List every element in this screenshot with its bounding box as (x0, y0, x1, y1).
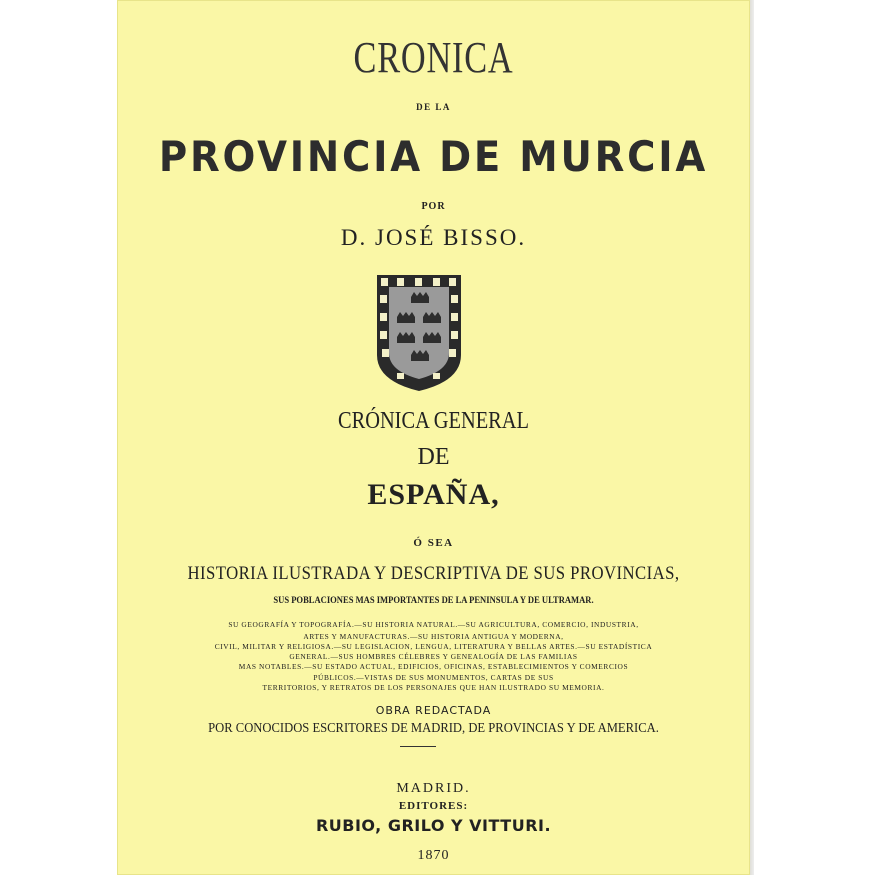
contents-line: GENERAL.—SUS HOMBRES CÉLEBRES Y GENEALOGÍA DE LAS FAMILIAS (289, 652, 578, 661)
publication-city: MADRID. (396, 781, 471, 796)
contents-line: PÚBLICOS.—VISTAS DE SUS MONUMENTOS, CARTAS DE SUS (313, 673, 554, 682)
contents-line: SU GEOGRAFÍA Y TOPOGRAFÍA.—SU HISTORIA NATURAL.—SU AGRICULTURA, COMERCIO, INDUSTRIA, (228, 620, 639, 629)
coat-of-arms-icon (375, 273, 463, 393)
publication-year: 1870 (417, 848, 450, 863)
subtitle-connector: Ó SEA (413, 537, 454, 549)
author-prefix: POR (421, 201, 446, 212)
edited-by-text: POR CONOCIDOS ESCRITORES DE MADRID, DE PROVINCIAS Y DE AMERICA. (208, 721, 659, 736)
contents-line: ARTES Y MANUFACTURAS.—SU HISTORIA ANTIGUA Y MODERNA, (303, 632, 564, 641)
subtitle-poblaciones: SUS POBLACIONES MAS IMPORTANTES DE LA PENINSULA Y DE ULTRAMAR. (273, 596, 594, 606)
title: CRONICA (353, 33, 514, 82)
divider (400, 746, 436, 747)
contents-line: CIVIL, MILITAR Y RELIGIOSA.—SU LEGISLACION, LENGUA, LITERATURA Y BELLAS ARTES.—SU ESTADÍSTICA (214, 642, 653, 651)
contents-line: TERRITORIOS, Y RETRATOS DE LOS PERSONAJES QUE HAN ILUSTRADO SU MEMORIA. (262, 683, 605, 692)
book-cover-page (117, 0, 750, 875)
title-connector-de: DE (417, 444, 450, 470)
edited-by-heading: OBRA REDACTADA (375, 704, 492, 717)
province-title: PROVINCIA DE MURCIA (158, 132, 709, 181)
contents-line: MAS NOTABLES.—SU ESTADO ACTUAL, EDIFICIOS, OFICINAS, ESTABLECIMIENTOS Y COMERCIOS (238, 662, 629, 671)
publisher-name: RUBIO, GRILO Y VITTURI. (315, 816, 552, 835)
subtitle: HISTORIA ILUSTRADA Y DESCRIPTIVA DE SUS PROVINCIAS, (187, 563, 680, 584)
general-chronicle-title: CRÓNICA GENERAL (338, 408, 529, 434)
country-title: ESPAÑA, (367, 478, 500, 511)
publishers-label: EDITORES: (398, 800, 469, 812)
title-connector: DE LA (416, 102, 451, 112)
author-name: D. JOSÉ BISSO. (340, 225, 527, 250)
